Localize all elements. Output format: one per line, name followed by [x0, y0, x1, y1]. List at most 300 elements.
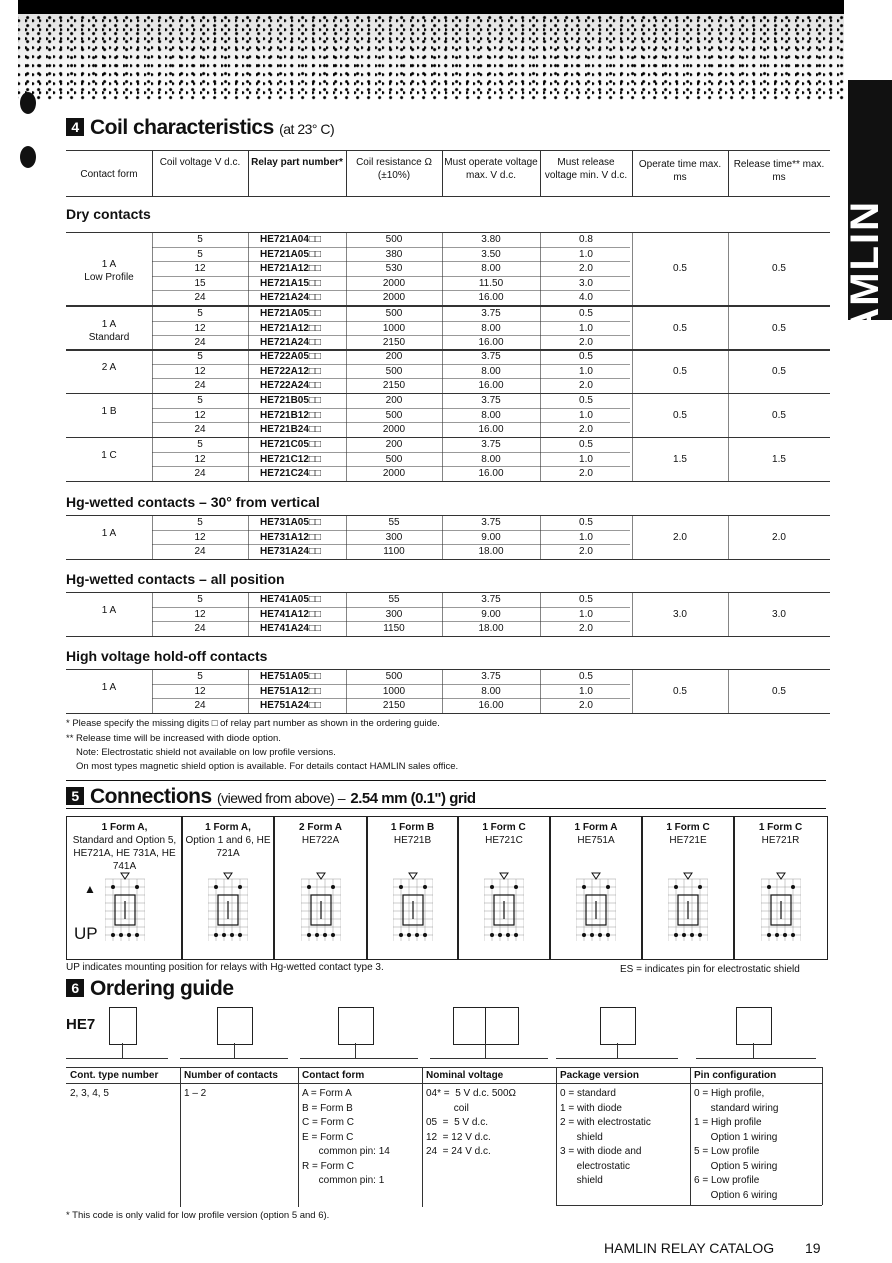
table-cell: HE741A12□□	[260, 608, 322, 620]
up-label: UP	[74, 924, 98, 943]
column-rule	[728, 150, 729, 196]
table-cell: 9.00	[481, 608, 501, 620]
row-rule	[152, 466, 630, 467]
table-cell: HE731A24□□	[260, 546, 322, 557]
ordering-column-text: A = Form A B = Form B C = Form C E = Form C common pin: 14 R = Form C common pin: 1	[302, 1088, 390, 1186]
table-cell: 9.00	[481, 531, 501, 543]
connection-title	[182, 821, 274, 860]
table-header: Contact form	[80, 169, 138, 180]
block-rule	[66, 669, 830, 670]
form-label: 1 Form A,	[101, 822, 148, 833]
table-cell: 0.5	[579, 395, 593, 406]
table-cell: 24	[194, 292, 206, 303]
column-rule	[728, 349, 729, 393]
table-cell: 1000	[382, 685, 406, 697]
ordering-column-header: Cont. type number	[70, 1070, 159, 1081]
table-cell: 2.0	[579, 424, 593, 435]
table-cell: HE721A12□□	[260, 322, 322, 334]
contact-form: 1 A	[101, 527, 117, 539]
table-cell: HE741A24□□	[260, 623, 322, 634]
block-rule	[66, 393, 830, 394]
divider	[66, 808, 826, 809]
table-cell: 5	[197, 234, 203, 245]
table-cell: HE722A24□□	[260, 380, 322, 391]
table-cell: 24	[194, 623, 206, 634]
table-cell: 2.0	[579, 380, 593, 391]
row-rule	[152, 321, 630, 322]
table-cell: 18.00	[478, 623, 504, 634]
table-cell: 16.00	[478, 337, 504, 348]
row-rule	[152, 335, 630, 336]
ordering-bottom-rule	[556, 1205, 822, 1206]
table-cell: 500	[385, 453, 403, 465]
table-cell: 0.5	[579, 594, 593, 605]
release-time: 2.0	[772, 531, 786, 543]
table-cell: 2000	[382, 468, 406, 479]
table-cell: 2.0	[579, 263, 593, 274]
table-cell: HE751A12□□	[260, 685, 322, 697]
table-cell: 1.0	[579, 409, 593, 421]
row-rule	[152, 544, 630, 545]
table-cell: 200	[385, 351, 403, 362]
pin-diagram	[668, 869, 708, 945]
table-cell: 2150	[382, 337, 406, 348]
release-time: 0.5	[772, 365, 786, 377]
table-header: Coil resistance Ω (±10%)	[356, 157, 432, 181]
header-banner	[18, 0, 844, 100]
release-time: 3.0	[772, 608, 786, 620]
connection-title	[734, 821, 827, 847]
table-cell: 1000	[382, 322, 406, 334]
catalog-name: HAMLIN RELAY CATALOG	[604, 1240, 775, 1256]
table-cell: 0.5	[579, 671, 593, 682]
operate-time: 0.5	[673, 263, 687, 275]
table-cell: 3.75	[481, 671, 501, 682]
code-box	[485, 1007, 519, 1045]
table-cell: 12	[194, 409, 206, 421]
form-detail: HE722A	[301, 835, 340, 846]
ordering-column-rule	[180, 1067, 181, 1207]
connection-column	[366, 816, 459, 960]
table-cell: 3.75	[481, 395, 501, 406]
section-subtitle: (at 23° C)	[279, 121, 335, 137]
contact-form: 1 A Standard	[88, 318, 130, 343]
table-cell: 500	[385, 234, 403, 245]
table-cell: 2.0	[579, 623, 593, 634]
side-label: HAMLIN	[843, 200, 887, 368]
table-cell: 24	[194, 700, 206, 711]
connection-column	[181, 816, 275, 960]
table-cell: 5	[197, 351, 203, 362]
row-rule	[152, 452, 630, 453]
header-bar	[18, 0, 844, 14]
footnote: * Please specify the missing digits □ of relay part number as shown in the ordering guide.	[66, 718, 440, 729]
code-box	[338, 1007, 374, 1045]
table-cell: 4.0	[579, 292, 593, 303]
row-rule	[152, 408, 630, 409]
connection-title	[367, 821, 458, 847]
table-cell: 2.0	[579, 468, 593, 479]
table-cell: 5	[197, 594, 203, 605]
operate-time: 3.0	[673, 608, 687, 620]
form-label: 1 Form C	[482, 822, 526, 833]
connection-title	[458, 821, 550, 847]
pin-diagram	[761, 869, 801, 945]
column-rule	[632, 393, 633, 437]
contact-form: 1 B	[101, 405, 117, 417]
row-rule	[152, 621, 630, 622]
connector	[485, 1043, 486, 1058]
table-cell: 12	[194, 453, 206, 465]
table-cell: 500	[385, 409, 403, 421]
table-cell: 3.75	[481, 439, 501, 450]
column-rule	[632, 306, 633, 350]
table-cell: HE721A04□□	[260, 234, 322, 245]
column-rule	[728, 393, 729, 437]
block-rule	[66, 592, 830, 593]
row-rule	[152, 422, 630, 423]
footnote: ** Release time will be increased with diode option.	[66, 733, 281, 744]
contact-form: 1 A	[101, 604, 117, 616]
contact-form: 1 C	[101, 449, 117, 461]
ordering-column-header: Package version	[560, 1070, 639, 1081]
table-cell: 2150	[382, 380, 406, 391]
table-cell: 5	[197, 439, 203, 450]
form-detail: Option 1 and 6, HE 721A	[185, 835, 271, 859]
table-cell: 1.0	[579, 608, 593, 620]
table-cell: 24	[194, 380, 206, 391]
release-time: 1.5	[772, 453, 786, 465]
table-cell: 16.00	[478, 700, 504, 711]
connection-title	[550, 821, 642, 847]
form-label: 1 Form B	[390, 822, 435, 833]
section-title: Connections	[90, 785, 212, 808]
table-cell: HE721C24□□	[260, 468, 322, 479]
table-cell: 2000	[382, 424, 406, 435]
row-rule	[152, 290, 630, 291]
section-number: 4	[66, 118, 84, 136]
form-detail: HE721E	[669, 835, 707, 846]
table-cell: 1100	[383, 546, 405, 557]
ordering-column-text: 0 = standard 1 = with diode 2 = with electrostatic shield 3 = with diode and electrostatic shield	[560, 1088, 651, 1186]
connection-column	[549, 816, 643, 960]
table-cell: HE722A12□□	[260, 365, 322, 377]
table-cell: 12	[194, 322, 206, 334]
release-time: 0.5	[772, 685, 786, 697]
ordering-column-text: 0 = High profile, standard wiring 1 = High profile Option 1 wiring 5 = Low profile Option 5 wiring 6 = Low profile Option 6 wiring	[694, 1088, 779, 1201]
table-cell: 3.75	[481, 308, 501, 319]
operate-time: 0.5	[673, 365, 687, 377]
block-rule	[66, 232, 830, 233]
connections-note: UP indicates mounting position for relays with Hg-wetted contact type 3.	[66, 962, 384, 973]
table-cell: 380	[385, 248, 403, 260]
table-cell: HE721C12□□	[260, 453, 322, 465]
table-cell: 24	[194, 546, 206, 557]
side-tab	[843, 80, 892, 368]
table-header: Release time** max. ms	[733, 159, 825, 183]
table-cell: 2.0	[579, 546, 593, 557]
column-rule	[442, 150, 443, 196]
column-rule	[632, 150, 633, 196]
group-title: High voltage hold-off contacts	[66, 648, 268, 664]
table-cell: 11.50	[478, 277, 504, 289]
connection-column	[457, 816, 551, 960]
ordering-column-text: 2, 3, 4, 5	[70, 1088, 109, 1099]
column-rule	[540, 150, 541, 196]
code-box	[453, 1007, 487, 1045]
form-label: 1 Form C	[758, 822, 803, 833]
table-header: Coil voltage V d.c.	[159, 157, 241, 168]
connector-rule	[556, 1058, 678, 1059]
form-label: 1 Form A	[574, 822, 618, 833]
ordering-column-rule	[556, 1067, 557, 1205]
form-detail: Standard and Option 5, HE721A, HE 731A, HE 741A	[72, 835, 177, 872]
code-box	[109, 1007, 137, 1045]
table-cell: 500	[385, 671, 403, 682]
pin-diagram	[484, 869, 524, 945]
column-rule	[632, 349, 633, 393]
page-number: 19	[805, 1240, 821, 1256]
operate-time: 1.5	[673, 453, 687, 465]
table-cell: 500	[385, 365, 403, 377]
footnote: On most types magnetic shield option is available. For details contact HAMLIN sales office.	[76, 761, 459, 772]
table-cell: 12	[194, 685, 206, 697]
operate-time: 0.5	[673, 409, 687, 421]
row-rule	[152, 364, 630, 365]
table-cell: HE721B12□□	[260, 409, 322, 421]
table-cell: HE721B05□□	[260, 395, 322, 406]
pin-diagram	[208, 869, 248, 945]
divider	[66, 780, 826, 781]
ordering-column-header: Contact form	[302, 1070, 365, 1081]
column-rule	[728, 232, 729, 305]
table-cell: 16.00	[478, 380, 504, 391]
column-rule	[632, 232, 633, 305]
table-header: Must release voltage min. V d.c.	[544, 157, 628, 181]
header-bottom-rule	[66, 196, 830, 197]
table-cell: 3.75	[481, 594, 501, 605]
row-rule	[152, 261, 630, 262]
group-title: Dry contacts	[66, 206, 151, 222]
table-cell: 8.00	[481, 409, 501, 421]
group-title: Hg-wetted contacts – 30° from vertical	[66, 494, 320, 510]
column-rule	[728, 306, 729, 350]
table-cell: 16.00	[478, 468, 504, 479]
table-cell: 8.00	[481, 365, 501, 377]
release-time: 0.5	[772, 263, 786, 275]
pin-diagram	[393, 869, 433, 945]
block-rule	[66, 306, 830, 307]
table-cell: 0.5	[579, 439, 593, 450]
table-cell: HE722A05□□	[260, 351, 322, 362]
block-rule	[66, 481, 830, 482]
connection-column	[273, 816, 368, 960]
table-cell: 1.0	[579, 453, 593, 465]
row-rule	[152, 378, 630, 379]
table-cell: 1.0	[579, 531, 593, 543]
binder-hole	[20, 146, 36, 168]
section-number: 5	[66, 787, 84, 805]
footnote: Note: Electrostatic shield not available on low profile versions.	[76, 747, 336, 758]
table-cell: HE721A24□□	[260, 337, 322, 348]
group-title: Hg-wetted contacts – all position	[66, 571, 285, 587]
pin-diagram	[576, 869, 616, 945]
connector	[355, 1043, 356, 1058]
pin-diagram	[301, 869, 341, 945]
ordering-column-header: Pin configuration	[694, 1070, 777, 1081]
connection-column	[641, 816, 735, 960]
pin-diagram	[105, 869, 145, 945]
row-rule	[152, 684, 630, 685]
table-cell: 3.0	[579, 277, 593, 289]
table-cell: 1.0	[579, 365, 593, 377]
ordering-column-text: 04* = 5 V d.c. 500Ω coil 05 = 5 V d.c. 12 = 12 V d.c. 24 = 24 V d.c.	[426, 1088, 517, 1157]
operate-time: 2.0	[673, 531, 687, 543]
ordering-column-text: 1 – 2	[184, 1088, 207, 1099]
ordering-column-rule	[298, 1067, 299, 1207]
table-cell: HE721A24□□	[260, 292, 322, 303]
table-cell: 5	[197, 308, 203, 319]
block-rule	[66, 349, 830, 350]
table-cell: 8.00	[481, 685, 501, 697]
table-cell: HE741A05□□	[260, 594, 322, 605]
connection-title	[67, 821, 182, 873]
table-cell: 12	[194, 263, 206, 274]
binder-hole	[20, 92, 36, 114]
table-cell: 3.50	[481, 248, 501, 260]
row-rule	[152, 247, 630, 248]
section-title: Coil characteristics	[90, 116, 274, 139]
table-cell: 2000	[382, 292, 406, 303]
table-cell: HE751A05□□	[260, 671, 322, 682]
table-cell: 16.00	[478, 292, 504, 303]
table-cell: 12	[194, 365, 206, 377]
table-cell: 200	[385, 439, 403, 450]
column-rule	[632, 592, 633, 636]
connection-column	[733, 816, 828, 960]
connector-rule	[300, 1058, 418, 1059]
up-arrow-icon: ▲	[84, 882, 96, 896]
form-detail: HE751A	[577, 835, 615, 846]
column-rule	[248, 150, 249, 196]
form-label: 2 Form A	[299, 822, 342, 833]
contact-form: 1 A Low Profile	[84, 259, 134, 284]
form-label: 1 Form A,	[205, 822, 251, 833]
code-box	[736, 1007, 772, 1045]
table-cell: 0.8	[579, 234, 593, 245]
ordering-column-header: Number of contacts	[184, 1070, 278, 1081]
column-rule	[152, 150, 153, 196]
connector	[122, 1043, 123, 1058]
ordering-prefix: HE7	[66, 1016, 96, 1033]
column-rule	[728, 669, 729, 713]
form-detail: HE721C	[485, 835, 523, 846]
es-note: ES = indicates pin for electrostatic shield	[620, 964, 800, 975]
code-box	[600, 1007, 636, 1045]
table-cell: HE721A05□□	[260, 308, 322, 319]
contact-form: 2 A	[101, 361, 117, 373]
form-detail: HE721B	[393, 835, 432, 846]
connector-rule	[66, 1058, 168, 1059]
table-cell: 300	[385, 531, 403, 543]
ordering-heading	[66, 977, 234, 1001]
connector-rule	[696, 1058, 816, 1059]
table-cell: 5	[197, 395, 203, 406]
contact-form: 1 A	[101, 681, 117, 693]
form-detail: HE721R	[761, 835, 800, 846]
table-cell: 2.0	[579, 700, 593, 711]
table-cell: 12	[194, 608, 206, 620]
table-cell: HE721B24□□	[260, 424, 322, 435]
table-cell: 1.0	[579, 685, 593, 697]
block-rule	[66, 559, 830, 560]
connection-title	[642, 821, 734, 847]
table-cell: HE751A24□□	[260, 700, 322, 711]
connector	[753, 1043, 754, 1058]
table-cell: 500	[385, 308, 403, 319]
section-subtitle-bold: 2.54 mm (0.1") grid	[350, 790, 476, 807]
ordering-column-rule	[690, 1067, 691, 1205]
table-cell: 24	[194, 424, 206, 435]
table-cell: 1150	[383, 623, 405, 634]
column-rule	[728, 592, 729, 636]
table-cell: 2000	[382, 277, 406, 289]
coil-heading	[66, 116, 334, 140]
column-rule	[632, 437, 633, 481]
column-rule	[728, 515, 729, 559]
column-rule	[346, 150, 347, 196]
section-title: Ordering guide	[90, 977, 234, 1000]
table-cell: HE721A15□□	[260, 277, 322, 289]
section-subtitle: (viewed from above) –	[217, 790, 346, 806]
table-header: Relay part number*	[251, 157, 343, 168]
block-rule	[66, 515, 830, 516]
connector-rule	[430, 1058, 548, 1059]
release-time: 0.5	[772, 409, 786, 421]
table-cell: 530	[385, 263, 403, 274]
ordering-column-rule	[422, 1067, 423, 1207]
block-rule	[66, 636, 830, 637]
ordering-column-rule	[822, 1067, 823, 1205]
table-cell: HE731A12□□	[260, 531, 322, 543]
row-rule	[152, 530, 630, 531]
table-cell: HE721C05□□	[260, 439, 322, 450]
table-cell: 55	[388, 517, 400, 528]
table-cell: 0.5	[579, 517, 593, 528]
block-rule	[66, 713, 830, 714]
table-cell: 5	[197, 517, 203, 528]
table-cell: 8.00	[481, 322, 501, 334]
row-rule	[152, 698, 630, 699]
connection-title	[274, 821, 367, 847]
table-cell: 5	[197, 671, 203, 682]
row-rule	[152, 607, 630, 608]
table-cell: HE721A05□□	[260, 248, 322, 260]
table-cell: 18.00	[478, 546, 504, 557]
table-cell: 16.00	[478, 424, 504, 435]
table-cell: 1.0	[579, 248, 593, 260]
connections-heading	[66, 785, 476, 809]
table-cell: HE721A12□□	[260, 263, 322, 274]
table-cell: 3.80	[481, 234, 501, 245]
code-box	[217, 1007, 253, 1045]
row-rule	[152, 276, 630, 277]
table-header: Must operate voltage max. V d.c.	[444, 157, 538, 181]
section-number: 6	[66, 979, 84, 997]
ordering-footnote: * This code is only valid for low profile version (option 5 and 6).	[66, 1210, 330, 1221]
table-cell: 24	[194, 468, 206, 479]
table-cell: 0.5	[579, 351, 593, 362]
